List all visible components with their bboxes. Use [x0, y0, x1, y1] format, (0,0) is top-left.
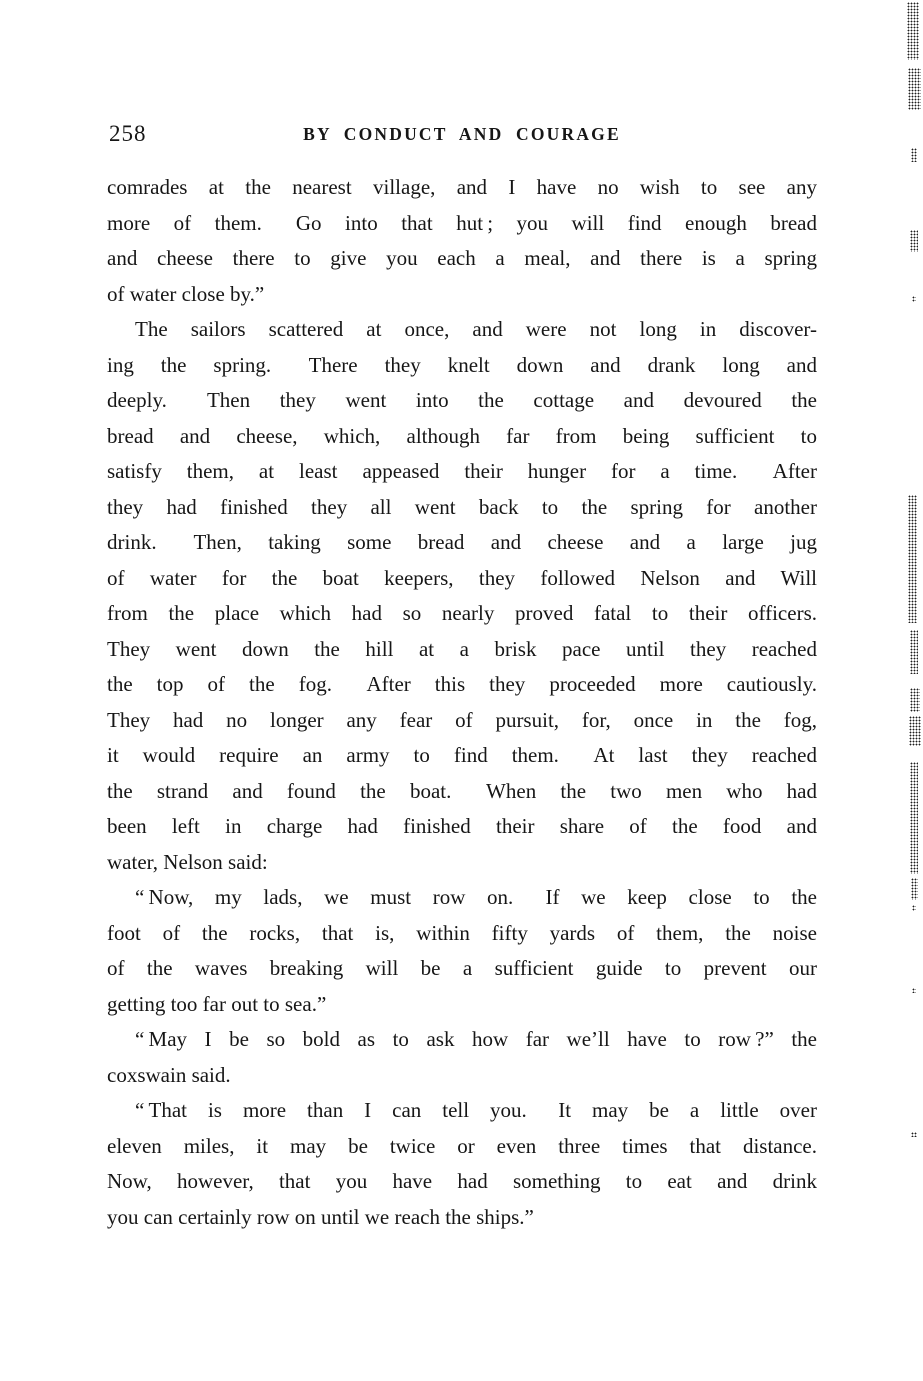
- text-line: more of them. Go into that hut ; you will find enough bread: [107, 210, 817, 235]
- text-line: from the place which had so nearly proved fatal to their officers.: [107, 601, 817, 625]
- running-title: BY CONDUCT AND COURAGE: [303, 124, 621, 144]
- text-line: eleven miles, it may be twice or even three times that distance.: [107, 1133, 817, 1158]
- text-line: “ That is more than I can tell you. It may be a little over: [135, 1098, 817, 1122]
- text-line: ing the spring. There they knelt down and drank long and: [107, 352, 817, 377]
- text-line: of water close by.”: [107, 281, 265, 306]
- text-line: the top of the fog. After this they proceeded more cautiously.: [107, 672, 817, 696]
- paragraph: [107, 880, 817, 1022]
- scan-artifact: [910, 762, 918, 874]
- text-line: the strand and found the boat. When the two men who had: [107, 778, 817, 803]
- text-line: “ May I be so bold as to ask how far we’ll have to row ?” the: [135, 1027, 817, 1051]
- text-line: been left in charge had finished their share of the food and: [107, 814, 817, 838]
- text-line: “ Now, my lads, we must row on. If we keep close to the: [135, 885, 817, 909]
- text-line: comrades at the nearest village, and I have no wish to see any: [107, 175, 817, 199]
- text-line: coxswain said.: [107, 1062, 231, 1087]
- paragraph: [107, 1093, 817, 1235]
- text-line: water, Nelson said:: [107, 849, 268, 874]
- text-line: Now, however, that you have had something to eat and drink: [107, 1169, 817, 1193]
- scan-artifact: [908, 495, 917, 623]
- scan-artifact: [911, 878, 918, 900]
- paragraph: [107, 1022, 817, 1093]
- text-line: foot of the rocks, that is, within fifty yards of them, the noise: [107, 920, 817, 945]
- text-line: satisfy them, at least appeased their hunger for a time. After: [107, 459, 817, 483]
- text-line: The sailors scattered at once, and were not long in discover-: [135, 317, 817, 341]
- body-text: [107, 170, 817, 1235]
- text-line: you can certainly row on until we reach the ships.”: [107, 1204, 534, 1229]
- scan-artifact: [908, 68, 921, 110]
- page-header: [107, 118, 817, 148]
- scan-artifact: [910, 630, 918, 674]
- text-line: they had finished they all went back to the spring for another: [107, 494, 817, 519]
- scan-artifact: [911, 148, 917, 162]
- text-line: bread and cheese, which, although far from being sufficient to: [107, 423, 817, 448]
- text-line: drink. Then, taking some bread and cheese and a large jug: [107, 530, 817, 554]
- scan-artifact: [910, 688, 920, 712]
- text-line: and cheese there to give you each a meal, and there is a spring: [107, 246, 817, 270]
- scan-artifact: [910, 230, 918, 252]
- paragraph: [107, 170, 817, 312]
- text-line: of water for the boat keepers, they followed Nelson and Will: [107, 565, 817, 590]
- text-line: They went down the hill at a brisk pace until they reached: [107, 636, 817, 661]
- text-line: They had no longer any fear of pursuit, for, once in the fog,: [107, 707, 817, 732]
- scan-artifact: [911, 1132, 917, 1137]
- text-line: deeply. Then they went into the cottage and devoured the: [107, 388, 817, 412]
- scan-artifact: [912, 988, 916, 993]
- scan-artifact: [909, 716, 921, 746]
- page-number: 258: [109, 121, 147, 146]
- scan-artifact: [912, 296, 916, 302]
- scan-artifact: [912, 905, 916, 911]
- text-line: it would require an army to find them. At last they reached: [107, 743, 817, 767]
- text-line: of the waves breaking will be a sufficient guide to prevent our: [107, 956, 817, 980]
- paragraph: [107, 312, 817, 880]
- text-line: getting too far out to sea.”: [107, 991, 327, 1016]
- scan-artifact: [907, 2, 919, 60]
